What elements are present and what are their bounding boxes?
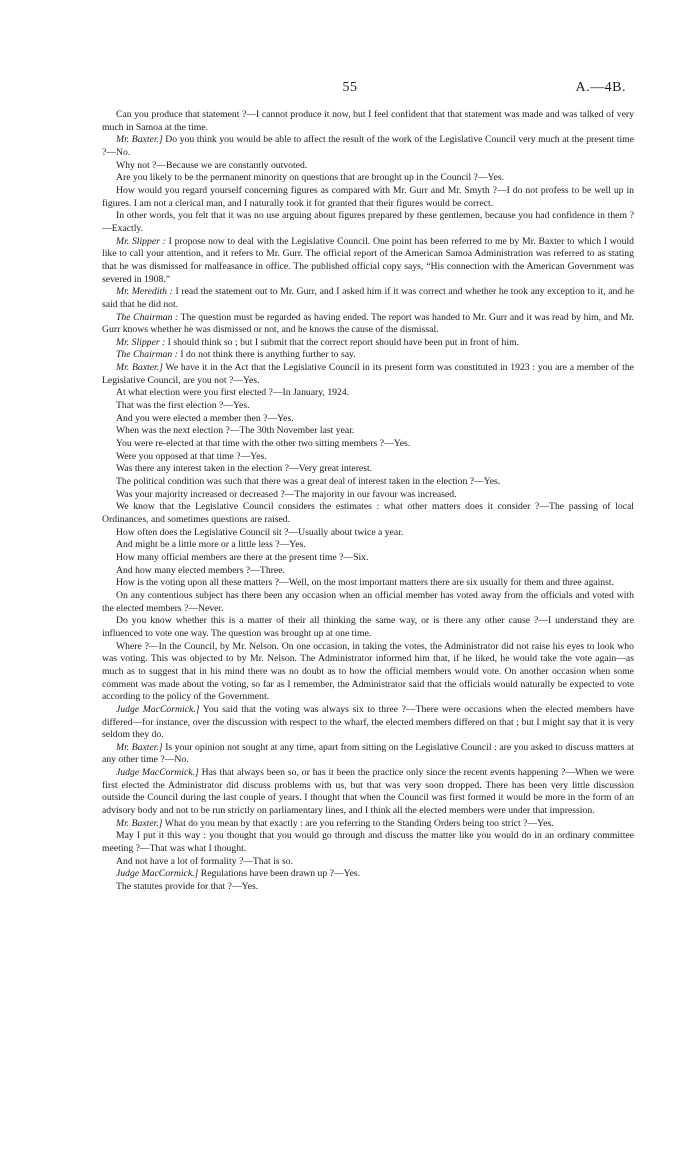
paragraph-text: We have it in the Act that the Legislative Council in its present form was constituted in 1923 : you are a member of the Legislative Council, are you not ?—Yes.: [102, 362, 634, 386]
transcript-body: [102, 109, 634, 894]
document-reference: A.—4B.: [575, 80, 626, 95]
paragraph-text: Was your majority increased or decreased ?—The majority in our favour was increased.: [116, 488, 457, 500]
transcript-paragraph: [102, 413, 634, 426]
transcript-paragraph: [102, 881, 634, 894]
transcript-paragraph: [102, 463, 634, 476]
paragraph-text: How many official members are there at the present time ?—Six.: [116, 551, 369, 563]
paragraph-text: May I put it this way : you thought that you would go through and discuss the matter like you would do in an ordinary committee meeting ?—That was what I thought.: [102, 830, 634, 855]
transcript-paragraph: [102, 539, 634, 552]
transcript-paragraph: [102, 868, 634, 881]
paragraph-text: The political condition was such that there was a great deal of interest taken in the election ?—Yes.: [116, 476, 501, 488]
paragraph-text: Where ?—In the Council, by Mr. Nelson. On one occasion, in taking the votes, the Administrator did not raise his eyes to look who was voting. This was objected to by Mr. Nelson. The Administrator informed him that, if he liked, he would take the vote again—as much as to suggest that in his mind there was no doubt as to how the official members would vote. On another occasion when some comment was made about the voting, so far as I remember, the Administrator said that the officials would naturally be expected to vote according to the policy of the Government.: [102, 640, 634, 703]
transcript-paragraph: [102, 337, 634, 350]
speaker-name: Mr. Meredith :: [116, 286, 173, 298]
paragraph-text: Is your opinion not sought at any time, apart from sitting on the Legislative Council : are you asked to discuss matters at any other time ?—No.: [102, 741, 634, 766]
transcript-paragraph: [102, 501, 634, 526]
speaker-name: Mr. Baxter.]: [116, 741, 163, 753]
transcript-paragraph: [102, 400, 634, 413]
transcript-paragraph: [102, 172, 634, 185]
speaker-name: Mr. Slipper :: [116, 235, 166, 247]
paragraph-text: And you were elected a member then ?—Yes.: [116, 412, 294, 424]
paragraph-text: You said that the voting was always six to three ?—There were occasions when the elected members have differed—for instance, over the discussion with respect to the wharf, the elected members differed on that ; but I might say that it is very seldom they do.: [102, 703, 635, 741]
paragraph-text: I propose now to deal with the Legislative Council. One point has been referred to me by Mr. Baxter to which I would like to call your attention, and it refers to Mr. Gurr. The official report of the American Samoa Administration was referred to as stating that he was dismissed for malfeasance in office. The published official copy says, “His connection with the American Government was severed in 1908.”: [102, 235, 634, 285]
speaker-name: The Chairman :: [116, 349, 178, 361]
transcript-paragraph: [102, 552, 634, 565]
speaker-name: Mr. Baxter.]: [116, 134, 163, 146]
paragraph-text: And not have a lot of formality ?—That is so.: [116, 855, 294, 867]
transcript-paragraph: [102, 438, 634, 451]
transcript-paragraph: [102, 387, 634, 400]
transcript-paragraph: [102, 818, 634, 831]
transcript-paragraph: [102, 577, 634, 590]
paragraph-text: And might be a little more or a little less ?—Yes.: [116, 539, 306, 551]
transcript-paragraph: [102, 185, 634, 210]
paragraph-text: We know that the Legislative Council considers the estimates : what other matters does it consider ?—The passing of local Ordinances, and sometimes questions are raised.: [102, 501, 634, 525]
transcript-paragraph: [102, 451, 634, 464]
transcript-paragraph: [102, 856, 634, 869]
speaker-name: Mr. Slipper :: [116, 336, 166, 348]
transcript-paragraph: [102, 489, 634, 502]
speaker-name: The Chairman :: [116, 311, 179, 323]
paragraph-text: On any contentious subject has there been any occasion when an official member has voted away from the officials and voted with the elected members ?—Never.: [102, 589, 634, 614]
transcript-paragraph: [102, 641, 634, 704]
transcript-paragraph: [102, 134, 634, 159]
transcript-paragraph: [102, 109, 634, 134]
transcript-paragraph: [102, 362, 634, 387]
paragraph-text: The statutes provide for that ?—Yes.: [116, 881, 259, 893]
paragraph-text: You were re-elected at that time with the other two sitting members ?—Yes.: [116, 438, 411, 450]
transcript-paragraph: [102, 160, 634, 173]
speaker-name: Judge MacCormick.]: [116, 868, 199, 880]
paragraph-text: And how many elected members ?—Three.: [116, 564, 285, 576]
paragraph-text: I read the statement out to Mr. Gurr, and I asked him if it was correct and whether he took any exception to it, and he said that he did not.: [102, 286, 634, 310]
speaker-name: Mr. Baxter.]: [116, 817, 163, 829]
paragraph-text: That was the first election ?—Yes.: [116, 400, 250, 412]
paragraph-text: How is the voting upon all these matters ?—Well, on the most important matters there are six usually for them and three against.: [116, 577, 615, 589]
speaker-name: Mr. Baxter.]: [116, 362, 163, 374]
transcript-paragraph: [102, 210, 634, 235]
paragraph-text: At what election were you first elected ?—In January, 1924.: [116, 387, 350, 399]
paragraph-text: What do you mean by that exactly : are you referring to the Standing Orders being too strict ?—Yes.: [162, 817, 554, 829]
paragraph-text: Has that always been so, or has it been the practice only since the recent events happening ?—When we were first elected the Administrator did discuss problems with us, but that was very soon dropped. There has been very little discussion outside the Council during the last couple of years. I thought that when the Council was first formed it would be more in the form of an advisory body and not to be run strictly on parliamentary lines, and I think all the elected members were under that impression.: [102, 767, 634, 817]
transcript-paragraph: [102, 286, 634, 311]
transcript-paragraph: [102, 349, 634, 362]
paragraph-text: I should think so ; but I submit that the correct report should have been put in front of him.: [165, 336, 520, 348]
transcript-paragraph: [102, 615, 634, 640]
page-number: 55: [342, 80, 358, 95]
transcript-paragraph: [102, 425, 634, 438]
paragraph-text: Regulations have been drawn up ?—Yes.: [198, 868, 361, 880]
paragraph-text: How often does the Legislative Council sit ?—Usually about twice a year.: [116, 526, 404, 538]
paragraph-text: In other words, you felt that it was no use arguing about figures prepared by these gentlemen, because you had confidence in them ?—Exactly.: [102, 210, 634, 234]
transcript-paragraph: [102, 527, 634, 540]
transcript-paragraph: [102, 565, 634, 578]
paragraph-text: How would you regard yourself concerning figures as compared with Mr. Gurr and Mr. Smyth ?—I do not profess to be well up in figures. I am not a clerical man, and I naturally took it for granted that their figures would be correct.: [102, 184, 634, 209]
paragraph-text: Are you likely to be the permanent minority on questions that are brought up in the Council ?—Yes.: [116, 172, 505, 184]
transcript-paragraph: [102, 312, 634, 337]
paragraph-text: Why not ?—Because we are constantly outvoted.: [116, 159, 308, 171]
paragraph-text: Were you opposed at that time ?—Yes.: [116, 450, 267, 462]
transcript-paragraph: [102, 590, 634, 615]
paragraph-text: The question must be regarded as having ended. The report was handed to Mr. Gurr and it was read by him, and Mr. Gurr knows whether he was dismissed or not, and he knows the cause of the dismissal.: [102, 311, 634, 336]
paragraph-text: Can you produce that statement ?—I cannot produce it now, but I feel confident that that statement was made and was talked of very much in Samoa at the time.: [102, 109, 634, 133]
speaker-name: Judge MacCormick.]: [116, 767, 199, 779]
paragraph-text: Do you think you would be able to affect the result of the work of the Legislative Council very much at the present time ?—No.: [102, 134, 634, 158]
transcript-paragraph: [102, 742, 634, 767]
transcript-paragraph: [102, 767, 634, 818]
transcript-paragraph: [102, 830, 634, 855]
transcript-paragraph: [102, 704, 634, 742]
transcript-paragraph: [102, 236, 634, 287]
paragraph-text: Was there any interest taken in the election ?—Very great interest.: [116, 463, 373, 475]
paragraph-text: I do not think there is anything further to say.: [177, 349, 356, 361]
paragraph-text: Do you know whether this is a matter of their all thinking the same way, or is there any other cause ?—I understand they are influenced to vote one way. The question was brought up at one time.: [102, 615, 634, 639]
speaker-name: Judge MacCormick.]: [116, 703, 200, 715]
transcript-paragraph: [102, 476, 634, 489]
paragraph-text: When was the next election ?—The 30th November last year.: [116, 425, 355, 437]
